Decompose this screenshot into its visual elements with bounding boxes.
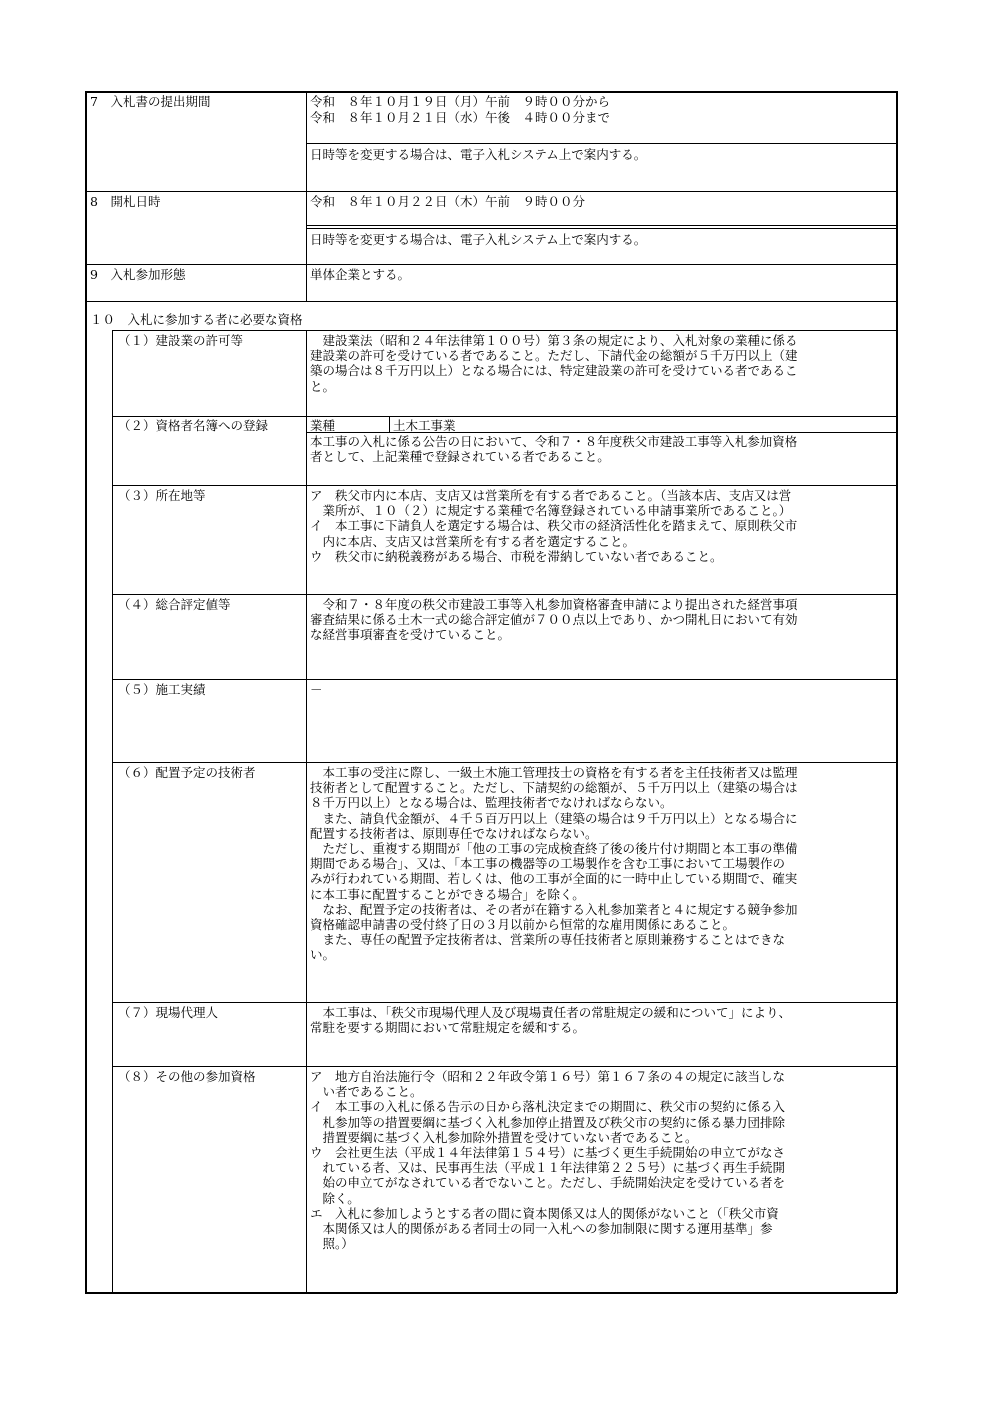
item-6-label: （６）配置予定の技術者	[118, 765, 256, 780]
text-line: 建設業法（昭和２４年法律第１００号）第３条の規定により、入札対象の業種に係る	[310, 333, 798, 348]
row-separator	[112, 762, 897, 763]
text-line: 令和７・８年度の秩父市建設工事等入札参加資格審査申請により提出された経営事項	[310, 597, 798, 612]
text-line: また、専任の配置予定技術者は、営業所の専任技術者と原則兼務することはできな	[310, 932, 786, 948]
item-4-text	[310, 597, 798, 643]
text-line: 常駐を要する期間において常駐規定を緩和する。	[310, 1020, 586, 1036]
text-line: また、請負代金額が、４千５百万円以上（建築の場合は９千万円以上）となる場合に	[310, 810, 798, 826]
text-line: イ 本工事の入札に係る告示の日から落札決定までの期間に、秩父市の契約に係る入	[310, 1099, 786, 1115]
indent-divider	[112, 330, 113, 1292]
section-7-end-datetime: 令和 ８年１０月２１日（水）午後 ４時００分まで	[310, 110, 611, 125]
row-separator	[112, 485, 897, 486]
text-line: 資格確認申請書の受付終了日の３月以前から恒常的な雇用関係にあること。	[310, 917, 736, 933]
column-divider	[306, 330, 307, 1292]
cell-separator	[306, 228, 897, 229]
section-7-label: 7 入札書の提出期間	[90, 94, 211, 109]
text-line: 築の場合は８千万円以上）となる場合には、特定建設業の許可を受けている者であるこ	[310, 363, 798, 379]
text-line: ウ 秩父市に納税義務がある場合、市税を滞納していない者であること。	[310, 548, 723, 564]
item-7-label: （７）現場代理人	[118, 1005, 219, 1020]
item-3-text	[310, 488, 797, 564]
row-separator	[112, 416, 897, 417]
text-line: ア 地方自治法施行令（昭和２２年政令第１６号）第１６７条の４の規定に該当しな	[310, 1069, 786, 1084]
text-line: なお、配置予定の技術者は、その者が在籍する入札参加業者と４に規定する競争参加	[310, 901, 798, 917]
row-separator	[112, 1066, 897, 1067]
row-separator	[112, 1002, 897, 1003]
text-line: 内に本店、支店又は営業所を有する者を選定すること。	[310, 533, 636, 549]
text-line: 業所が、１０（２）に規定する業種で名簿登録されている申請事業所であること。）	[310, 503, 792, 519]
item-5-label: （５）施工実績	[118, 682, 206, 697]
text-line: 措置要綱に基づく入札参加除外措置を受けていない者であること。	[310, 1129, 698, 1145]
text-line: 建設業の許可を受けている者であること。ただし、下請代金の総額が５千万円以上（建	[310, 348, 798, 364]
text-line: イ 本工事に下請負人を選定する場合は、秩父市の経済活性化を踏まえて、原則秩父市	[310, 518, 798, 534]
text-line: な経営事項審査を受けていること。	[310, 627, 511, 643]
text-line: 照。）	[310, 1236, 354, 1252]
text-line: ウ 会社更生法（平成１４年法律第１５４号）に基づく更生手続開始の申立てがなさ	[310, 1145, 786, 1161]
section-8-label: 8 開札日時	[90, 194, 161, 209]
row-separator	[85, 191, 897, 192]
text-line: 始の申立てがなされている者でないこと。ただし、手続開始決定を受けている者を	[310, 1175, 786, 1191]
text-line: ア 秩父市内に本店、支店又は営業所を有する者であること。（当該本店、支店又は営	[310, 488, 792, 503]
cell-separator	[306, 225, 897, 226]
text-line: 配置する技術者は、原則専任でなければならない。	[310, 825, 598, 841]
item-8-text	[310, 1069, 785, 1251]
text-line: 者として、上記業種で登録されている者であること。	[310, 449, 610, 465]
text-line: 本工事の入札に係る公告の日において、令和７・８年度秩父市建設工事等入札参加資格	[310, 434, 798, 449]
table-right-border	[896, 91, 898, 1293]
text-line: 技術者として配置すること。ただし、下請契約の総額が、５千万円以上（建築の場合は	[310, 780, 798, 796]
item-5-text	[310, 682, 323, 697]
category-label: 業種	[310, 418, 336, 433]
text-line: れている者、又は、民事再生法（平成１１年法律第２２５号）に基づく再生手続開	[310, 1160, 786, 1176]
text-line: ８千万円以上）となる場合は、監理技術者でなければならない。	[310, 795, 673, 811]
text-line: 本工事の受注に際し、一級土木施工管理技士の資格を有する者を主任技術者又は監理	[310, 765, 798, 780]
table-bottom-border	[85, 1292, 897, 1294]
section-10-heading: １０ 入札に参加する者に必要な資格	[90, 312, 303, 327]
text-line: みが行われている期間、若しくは、他の工事が全面的に一時中止している期間で、確実	[310, 871, 798, 887]
row-separator	[85, 264, 897, 265]
cell-separator	[306, 143, 897, 144]
item-2-text	[310, 434, 797, 464]
text-line: エ 入札に参加しようとする者の間に資本関係又は人的関係がないこと（「秩父市資	[310, 1205, 779, 1221]
item-2-label: （２）資格者名簿への登録	[118, 418, 269, 433]
category-divider	[389, 416, 390, 432]
text-line: と。	[310, 378, 336, 394]
text-line: ただし、重複する期間が「他の工事の完成検査終了後の後片付け期間と本工事の準備	[310, 841, 798, 857]
item-1-label: （１）建設業の許可等	[118, 333, 244, 348]
row-separator	[112, 594, 897, 595]
item-1-text	[310, 333, 798, 394]
text-line: 除く。	[310, 1190, 360, 1206]
section-7-note: 日時等を変更する場合は、電子入札システム上で案内する。	[310, 147, 647, 162]
row-separator	[112, 679, 897, 680]
text-line: 本工事は、「秩父市現場代理人及び現場責任者の常駐規定の緩和について」により、	[310, 1005, 792, 1020]
item-6-text	[310, 765, 798, 963]
text-line: 期間である場合」、又は、「本工事の機器等の工場製作を含む工事において工場製作の	[310, 856, 786, 872]
text-line: い者であること。	[310, 1084, 423, 1100]
table-top-border	[85, 91, 897, 93]
column-divider	[306, 91, 307, 302]
table-left-border	[85, 91, 87, 1293]
item-4-label: （４）総合評定値等	[118, 597, 231, 612]
text-line: 審査結果に係る土木一式の総合評定値が７００点以上であり、かつ開札日において有効	[310, 612, 798, 628]
text-line: い。	[310, 947, 336, 963]
row-separator	[112, 330, 897, 331]
item-7-text	[310, 1005, 791, 1035]
item-8-label: （８）その他の参加資格	[118, 1069, 256, 1084]
row-separator	[85, 301, 897, 302]
text-line: に本工事に配置することができる場合」を除く。	[310, 886, 585, 902]
item-3-label: （３）所在地等	[118, 488, 206, 503]
section-9-label: 9 入札参加形態	[90, 267, 186, 282]
text-line: 本関係又は人的関係がある者同士の同一入札への参加制限に関する運用基準」参	[310, 1221, 773, 1237]
section-8-datetime: 令和 ８年１０月２２日（木）午前 ９時００分	[310, 194, 586, 209]
section-7-start-datetime: 令和 ８年１０月１９日（月）午前 ９時００分から	[310, 94, 611, 109]
section-9-value: 単体企業とする。	[310, 267, 411, 282]
text-line: －	[310, 682, 323, 697]
section-8-note: 日時等を変更する場合は、電子入札システム上で案内する。	[310, 232, 647, 247]
category-value: 土木工事業	[393, 418, 456, 433]
text-line: 札参加等の措置要綱に基づく入札参加停止措置及び秩父市の契約に係る暴力団排除	[310, 1114, 786, 1130]
